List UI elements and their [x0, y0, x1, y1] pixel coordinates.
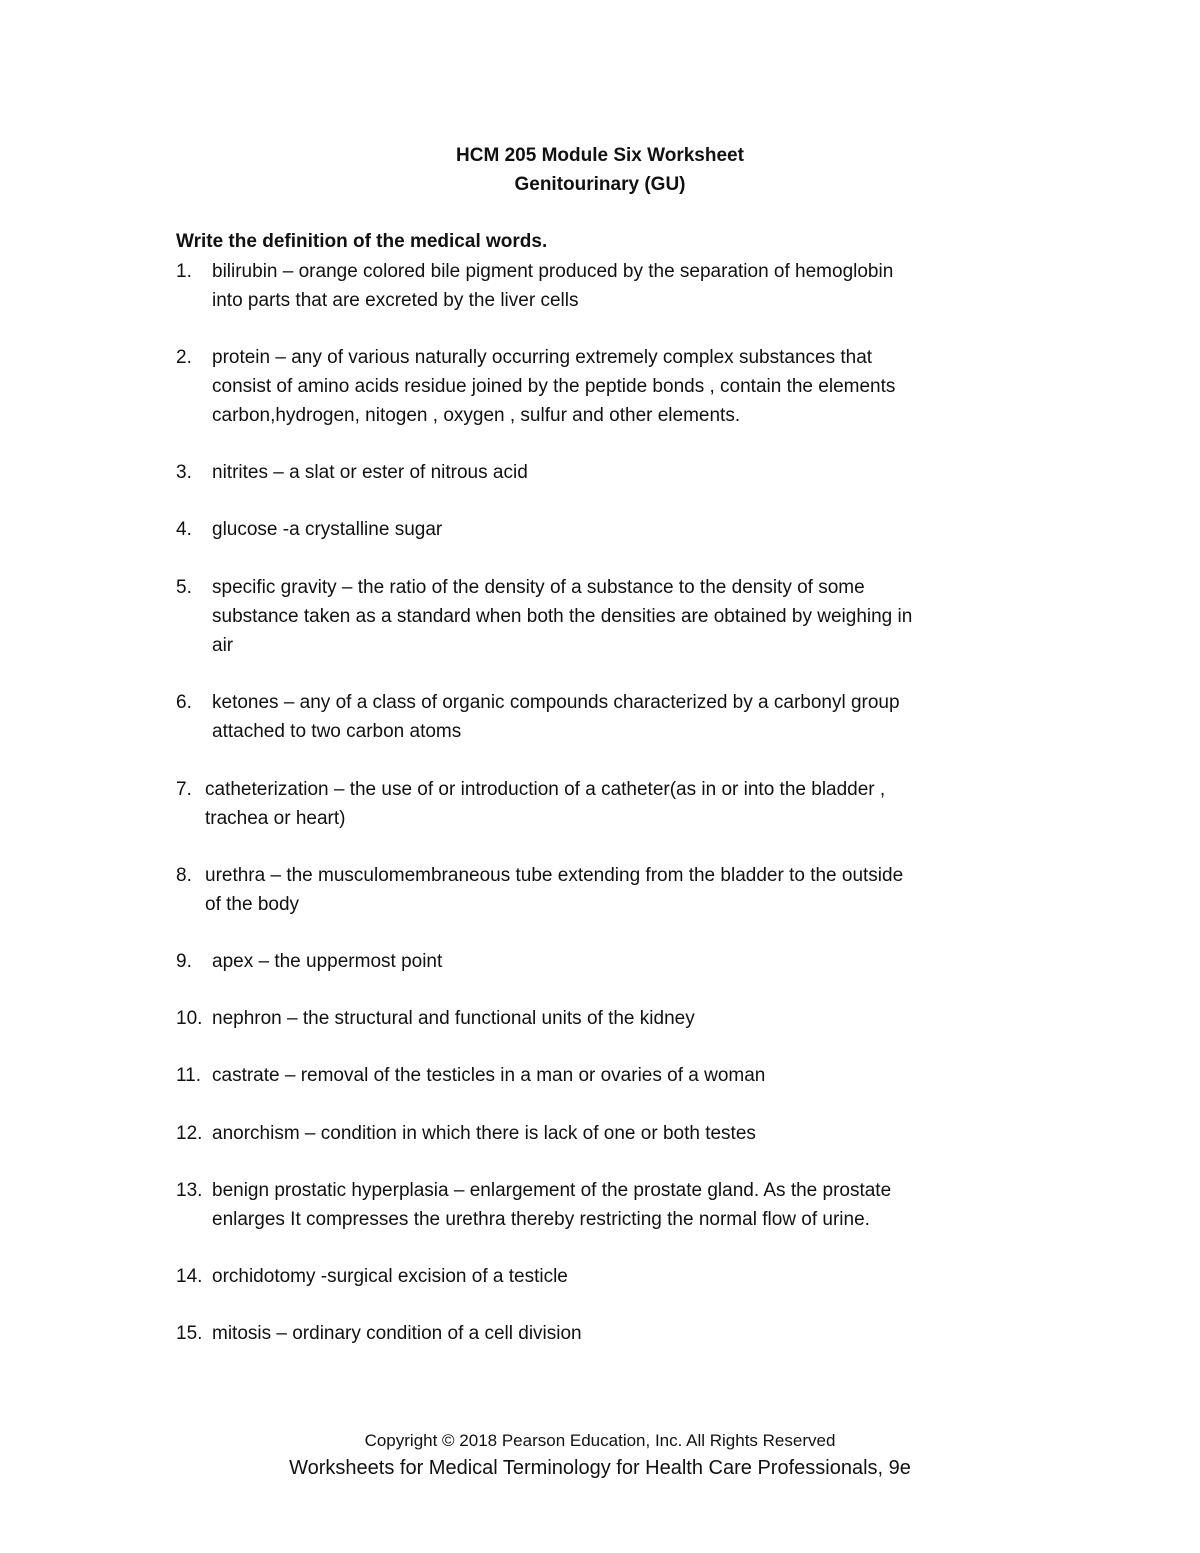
item-definition: catheterization – the use of or introduction of a catheter(as in or into the bladder , trachea or heart) [205, 779, 886, 829]
worksheet-title: HCM 205 Module Six Worksheet [456, 145, 744, 166]
item-number: 8. [176, 865, 192, 886]
item-number: 5. [176, 577, 192, 598]
item-definition: nitrites – a slat or ester of nitrous acid [212, 462, 528, 483]
item-definition: mitosis – ordinary condition of a cell division [212, 1323, 582, 1344]
copyright-footer: Copyright © 2018 Pearson Education, Inc. All Rights Reserved [364, 1431, 836, 1450]
book-title-footer: Worksheets for Medical Terminology for Health Care Professionals, 9e [289, 1457, 911, 1479]
instruction-text: Write the definition of the medical words. [176, 231, 548, 252]
item-number: 14. [176, 1266, 203, 1287]
item-definition: benign prostatic hyperplasia – enlargement of the prostate gland. As the prostate enlarges It compresses the urethra thereby restricting the normal flow of urine. [212, 1180, 892, 1230]
item-number: 11. [176, 1065, 202, 1086]
item-number: 13. [176, 1180, 203, 1201]
item-definition: anorchism – condition in which there is lack of one or both testes [212, 1123, 756, 1144]
item-number: 2. [176, 347, 192, 368]
item-number: 3. [176, 462, 192, 483]
item-definition: glucose -a crystalline sugar [212, 519, 443, 540]
item-definition: urethra – the musculomembraneous tube extending from the bladder to the outside of the body [205, 865, 904, 915]
item-number: 4. [176, 519, 192, 540]
item-definition: nephron – the structural and functional units of the kidney [212, 1008, 695, 1029]
item-number: 1. [176, 261, 192, 282]
item-number: 6. [176, 692, 192, 713]
item-number: 7. [176, 779, 192, 800]
item-definition: ketones – any of a class of organic compounds characterized by a carbonyl group attached to two carbon atoms [212, 692, 900, 742]
item-definition: orchidotomy -surgical excision of a testicle [212, 1266, 568, 1287]
item-number: 9. [176, 951, 192, 972]
item-number: 12. [176, 1123, 203, 1144]
worksheet-subtitle: Genitourinary (GU) [514, 174, 686, 195]
item-definition: apex – the uppermost point [212, 951, 443, 972]
item-number: 10. [176, 1008, 203, 1029]
item-definition: castrate – removal of the testicles in a man or ovaries of a woman [212, 1065, 766, 1086]
item-definition: protein – any of various naturally occurring extremely complex substances that consist of amino acids residue joined by the peptide bonds , contain the elements carbon,hydrogen, nitogen , oxygen , sulfur and other elements. [212, 347, 896, 426]
item-definition: bilirubin – orange colored bile pigment produced by the separation of hemoglobin into parts that are excreted by the liver cells [212, 261, 894, 311]
item-number: 15. [176, 1323, 203, 1344]
item-definition: specific gravity – the ratio of the density of a substance to the density of some substance taken as a standard when both the densities are obtained by weighing in air [212, 577, 913, 656]
